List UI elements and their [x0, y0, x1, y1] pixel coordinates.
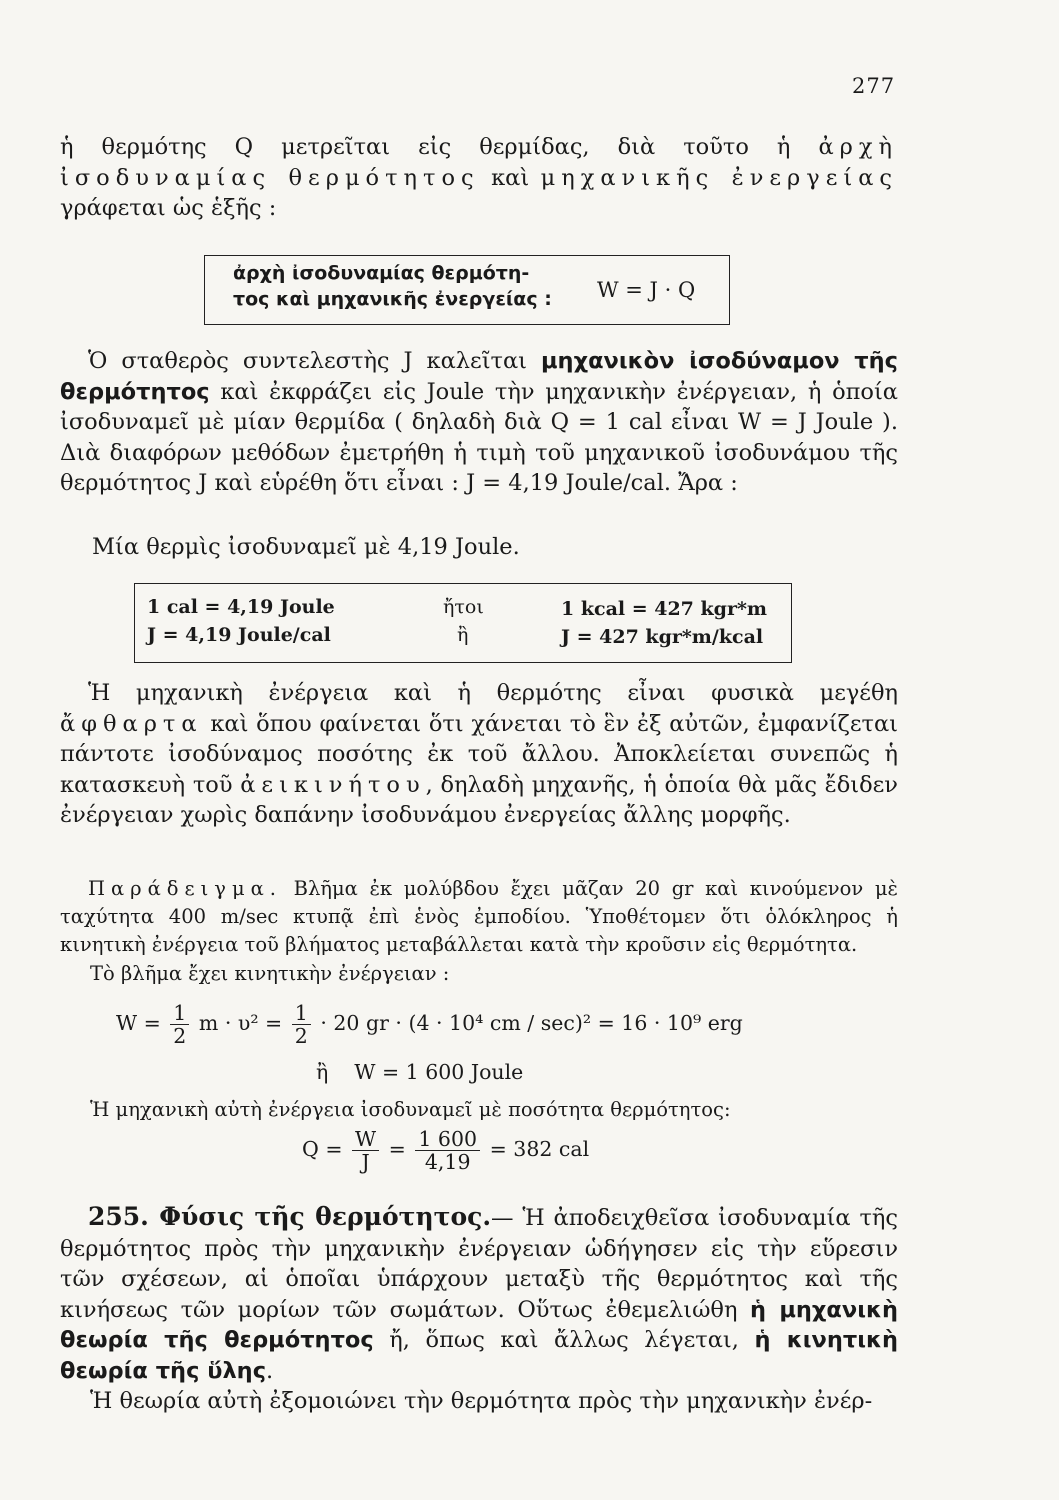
fraction [415, 1128, 480, 1173]
numerator: 1 600 [415, 1128, 480, 1151]
formula-kinetic-energy [116, 1002, 743, 1047]
section-255 [60, 1202, 898, 1386]
bold-term: μηχανικὸν ἰσοδύναμον τῆς θερμότητος [60, 348, 898, 405]
text: γράφεται ὡς ἑξῆς : [60, 195, 277, 221]
paragraph-line: Μία θερμὶς ἰσοδυναμεῖ μὲ 4,19 Joule. [92, 534, 520, 560]
principle-equation: W = J · Q [597, 278, 696, 302]
page-number: 277 [852, 74, 896, 98]
text: . [266, 1357, 274, 1384]
text: Ἡ μηχανικὴ ἐνέργεια καὶ ἡ θερμότης εἶναι φυσικὰ μεγέθη [88, 680, 898, 706]
spaced-text: ἀρχὴ ἰσοδυναμίας θερμότητος [60, 134, 898, 191]
text: ἡ θερμότης Q μετρεῖται εἰς θερμίδας, διὰ τοῦτο ἡ [60, 134, 819, 160]
fraction [170, 1002, 189, 1047]
units-cell: 1 kcal = 427 kgr*m [561, 598, 768, 620]
denominator: J [361, 1150, 370, 1174]
numerator: 1 [170, 1002, 189, 1025]
formula-part: = 382 cal [489, 1137, 590, 1161]
text: , δηλαδὴ μηχανῆς, ἡ ὁποία θὰ μᾶς ἔδιδεν ἐνέργειαν χωρὶς δαπάνην ἰσοδυνάμου ἐνεργείας ἄλλης μορφῆς. [60, 771, 898, 828]
label-line: τος καὶ μηχανικῆς ἐνεργείας : [233, 288, 552, 310]
text: Ὁ σταθερὸς συντελεστὴς J καλεῖται [88, 348, 541, 374]
section-heading: 255. Φύσις τῆς θερμότητος. [88, 1202, 492, 1231]
equivalence-line: Ἡ μηχανικὴ αὐτὴ ἐνέργεια ἰσοδυναμεῖ μὲ ποσότητα θερμότητος: [90, 1098, 731, 1121]
spaced-text: ἄφθαρτα [60, 710, 203, 737]
numerator: 1 [292, 1002, 311, 1025]
bold-term: ἡ κινητικὴ θεωρία τῆς ὕλης [60, 1327, 898, 1384]
paragraph-conservation [60, 678, 898, 831]
formula-joule [316, 1060, 523, 1084]
numerator: W [352, 1128, 379, 1151]
formula-part: m · υ² = [198, 1011, 283, 1035]
fraction [292, 1002, 311, 1047]
text: καὶ [479, 164, 541, 191]
units-box [134, 583, 792, 663]
spaced-text: ἀεικινήτου [240, 771, 426, 798]
principle-label [233, 260, 552, 312]
spaced-text: μηχανικῆς ἐνεργείας [540, 164, 898, 191]
fraction [352, 1128, 379, 1173]
bold-term: ἡ μηχανικὴ θεωρία τῆς θερμότητος [60, 1296, 898, 1353]
units-cell: J = 4,19 Joule/cal [147, 624, 331, 646]
units-cell: J = 427 kgr*m/kcal [561, 626, 764, 648]
text: — Ἡ ἀποδειχθεῖσα ἰσοδυναμία τῆς θερμότητος πρὸς τὴν μηχανικὴν ἐνέργειαν ὡδήγησεν εἰς τὴν εὕρεσιν τῶν σχέσεων, αἱ ὁποῖαι ὑπάρχουν μεταξὺ τῆς θερμότητος καὶ τῆς κινήσεως τῶν μορίων τῶν σωμάτων. Οὕτως ἐθεμελιώθη [60, 1205, 898, 1323]
example-paragraph [60, 875, 898, 959]
denominator: 4,19 [424, 1150, 471, 1174]
label-line: ἀρχὴ ἰσοδυναμίας θερμότη- [233, 262, 530, 284]
paragraph-intro [60, 132, 898, 224]
formula-part: W = 1 600 Joule [354, 1060, 524, 1084]
formula-part: = [388, 1137, 406, 1161]
last-line: Ἡ θεωρία αὐτὴ ἐξομοιώνει τὴν θερμότητα πρὸς τὴν μηχανικὴν ἐνέρ- [90, 1388, 873, 1414]
denominator: 2 [294, 1024, 308, 1048]
paragraph-mechanical-equivalent [60, 346, 898, 499]
text: Βλῆμα ἐκ μολύβδου ἔχει μᾶζαν 20 gr καὶ κινούμενον μὲ ταχύτητα 400 m/sec κτυπᾷ ἐπὶ ἑνὸς ἐμποδίου. Ὑποθέτομεν ὅτι ὁλόκληρος ἡ κινητικὴ ἐνέργεια τοῦ βλήματος μεταβάλλεται κατὰ τὴν κροῦσιν εἰς θερμότητα. [60, 877, 898, 956]
formula-part: · 20 gr · (4 · 10⁴ cm / sec)² = 16 · 10⁹ erg [320, 1011, 743, 1035]
example-label: Παράδειγμα. [88, 877, 282, 900]
formula-part: ἢ [316, 1060, 329, 1084]
units-cell: 1 cal = 4,19 Joule [147, 596, 335, 618]
principle-box [204, 255, 730, 325]
units-cell: ἢ [457, 624, 469, 646]
formula-part: Q = [302, 1137, 343, 1161]
denominator: 2 [173, 1024, 187, 1048]
example-line: Τὸ βλῆμα ἔχει κινητικὴν ἐνέργειαν : [90, 962, 450, 985]
formula-part: W = [116, 1011, 161, 1035]
text: καὶ ἐκφράζει εἰς Joule τὴν μηχανικὴν ἐνέργειαν, ἡ ὁποία ἰσοδυναμεῖ μὲ μίαν θερμίδα ( δηλαδὴ διὰ Q = 1 cal εἶναι W = J Joule ). Διὰ διαφόρων μεθόδων ἐμετρήθη ἡ τιμὴ τοῦ μηχανικοῦ ἰσοδυνάμου τῆς θερμότητος J καὶ εὑρέθη ὅτι εἶναι : J = 4,19 Joule/cal. Ἄρα : [60, 378, 898, 496]
text: καὶ ὅπου φαίνεται ὅτι χάνεται τὸ ἓν ἐξ αὐτῶν, ἐμφανίζεται πάντοτε ἰσοδύναμος ποσότης ἐκ τοῦ ἄλλου. Ἀποκλείεται συνεπῶς ἡ κατασκευὴ τοῦ [60, 710, 898, 798]
text: ἤ, ὅπως καὶ ἄλλως λέγεται, [373, 1327, 755, 1353]
formula-heat [302, 1128, 589, 1173]
units-cell: ἤτοι [443, 596, 484, 618]
